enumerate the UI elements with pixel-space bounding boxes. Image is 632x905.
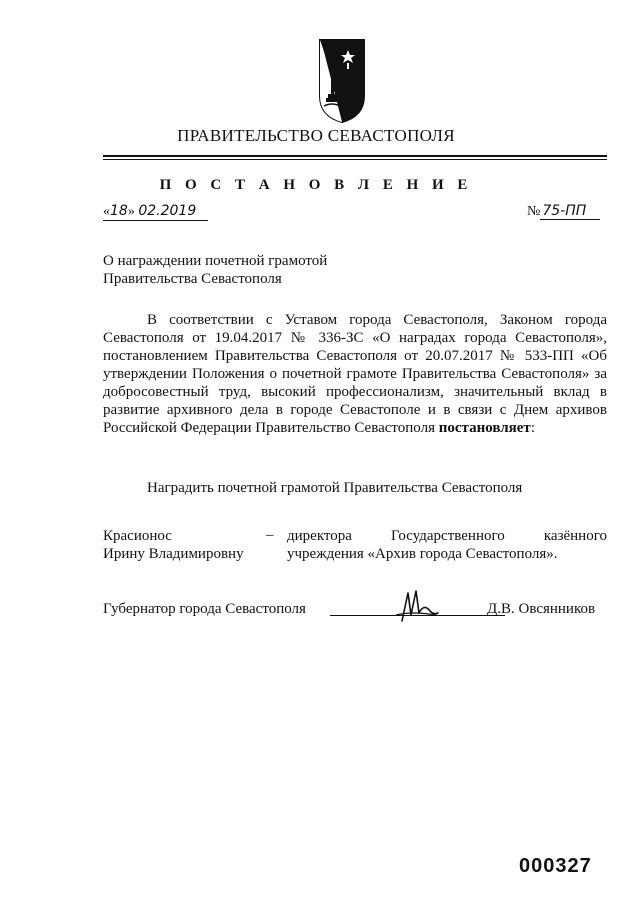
date-close-quote: » [127, 204, 139, 219]
awardee-surname: Красионос [103, 528, 172, 544]
awardee-position-line-2: учреждения «Архив города Севастополя». [287, 546, 558, 562]
handwritten-signature [392, 585, 442, 625]
awardee-given-name: Ирину Владимировну [103, 546, 244, 562]
document-subject [103, 252, 423, 288]
preamble-colon: : [530, 420, 535, 436]
document-date [103, 203, 208, 221]
organization-name: ПРАВИТЕЛЬСТВО СЕВАСТОПОЛЯ [177, 126, 455, 145]
awardee-dash: – [266, 527, 274, 543]
signatory-role: Губернатор города Севастополя [103, 601, 306, 617]
date-day: 18 [110, 203, 128, 219]
subject-line-2: Правительства Севастополя [103, 271, 282, 287]
signatory-name: Д.В. Овсянников [487, 601, 596, 617]
serial-number: 000327 [519, 855, 592, 877]
header-rule-thin [103, 159, 607, 160]
document-type-title: П О С Т А Н О В Л Е Н И Е [159, 177, 473, 193]
number-sign: № [527, 204, 541, 219]
resolves-word: постановляет [438, 420, 531, 436]
awardee-name [103, 527, 273, 563]
date-month-year: 02.2019 [138, 203, 197, 219]
date-open-quote: « [103, 204, 110, 219]
preamble-text: В соответствии с Уставом города Севастополя, Законом города Севастополя от 19.04.2017 № 336-ЗС «О наградах города Севастополя», постановлением Правительства Севастополя от 20.07.2017 № 533-ПП «Об утверждении Положения о почетной грамоте Правительства Севастополя» за добросовестный труд, высокий профессионализм, значительный вклад в развитие архивного дела в городе Севастополе и в связи с Днем архивов Российской Федерации Правительство Севастополя [103, 312, 607, 436]
awardee-position-line-1: директора Государственного казённого [287, 528, 607, 544]
subject-line-1: О награждении почетной грамотой [103, 253, 328, 269]
awardee-position [287, 527, 607, 563]
header-rule-thick [103, 155, 607, 157]
number-value: 75-ПП [540, 203, 600, 220]
resolution-text: Наградить почетной грамотой Правительства Севастополя [147, 480, 523, 496]
document-number [527, 203, 600, 220]
preamble-paragraph [103, 311, 607, 437]
coat-of-arms-emblem [318, 38, 366, 124]
